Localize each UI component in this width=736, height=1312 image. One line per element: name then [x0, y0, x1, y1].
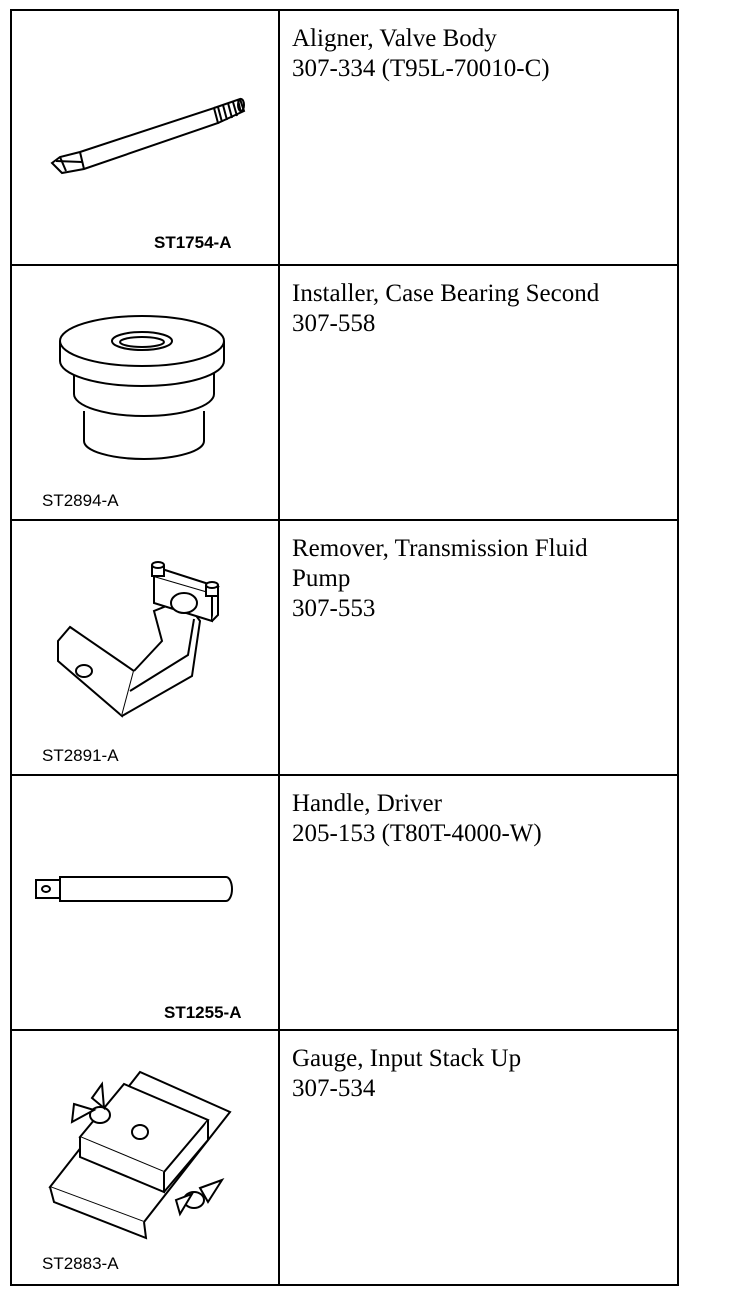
- illustration-code: ST2894-A: [42, 491, 119, 510]
- tool-illustration-cell: [12, 521, 280, 774]
- tool-illustration-cell: [12, 1031, 280, 1284]
- tool-row-remover-fluid-pump: [12, 521, 677, 776]
- tool-description: [280, 521, 677, 774]
- tool-number: 307-334 (T95L-70010-C): [292, 55, 550, 82]
- tool-row-aligner-valve-body: [12, 11, 677, 266]
- tool-number: 307-553: [292, 595, 376, 622]
- tool-row-handle-driver: [12, 776, 677, 1031]
- tool-number: 307-534: [292, 1075, 376, 1102]
- tool-illustration-cell: [12, 776, 280, 1029]
- tool-description: [280, 11, 677, 264]
- tool-number: 307-558: [292, 310, 376, 337]
- illustration-code: ST2883-A: [42, 1254, 119, 1273]
- tool-name: Aligner, Valve Body: [292, 25, 497, 52]
- illustration-code: ST2891-A: [42, 746, 119, 765]
- aligner-valve-body-drawing: [12, 11, 280, 266]
- tool-row-gauge-input-stack: [12, 1031, 677, 1284]
- tool-illustration-cell: [12, 11, 280, 264]
- illustration-code: ST1255-A: [164, 1003, 242, 1022]
- tool-name: Handle, Driver: [292, 790, 442, 817]
- fluid-pump-remover-drawing: [12, 521, 280, 776]
- special-tools-table: [10, 9, 679, 1286]
- tool-number: 205-153 (T80T-4000-W): [292, 820, 542, 847]
- tool-name-continued: Pump: [292, 565, 351, 592]
- input-stack-up-gauge-drawing: [12, 1031, 280, 1286]
- tool-name: Installer, Case Bearing Second: [292, 280, 600, 307]
- driver-handle-drawing: [12, 776, 280, 1031]
- tool-name: Remover, Transmission Fluid: [292, 535, 588, 562]
- tool-name: Gauge, Input Stack Up: [292, 1045, 522, 1072]
- tool-row-installer-case-bearing: [12, 266, 677, 521]
- tool-illustration-cell: [12, 266, 280, 519]
- tool-description: [280, 266, 677, 519]
- tool-description: [280, 1031, 677, 1284]
- case-bearing-installer-drawing: [12, 266, 280, 521]
- tool-description: [280, 776, 677, 1029]
- illustration-code: ST1754-A: [154, 233, 232, 252]
